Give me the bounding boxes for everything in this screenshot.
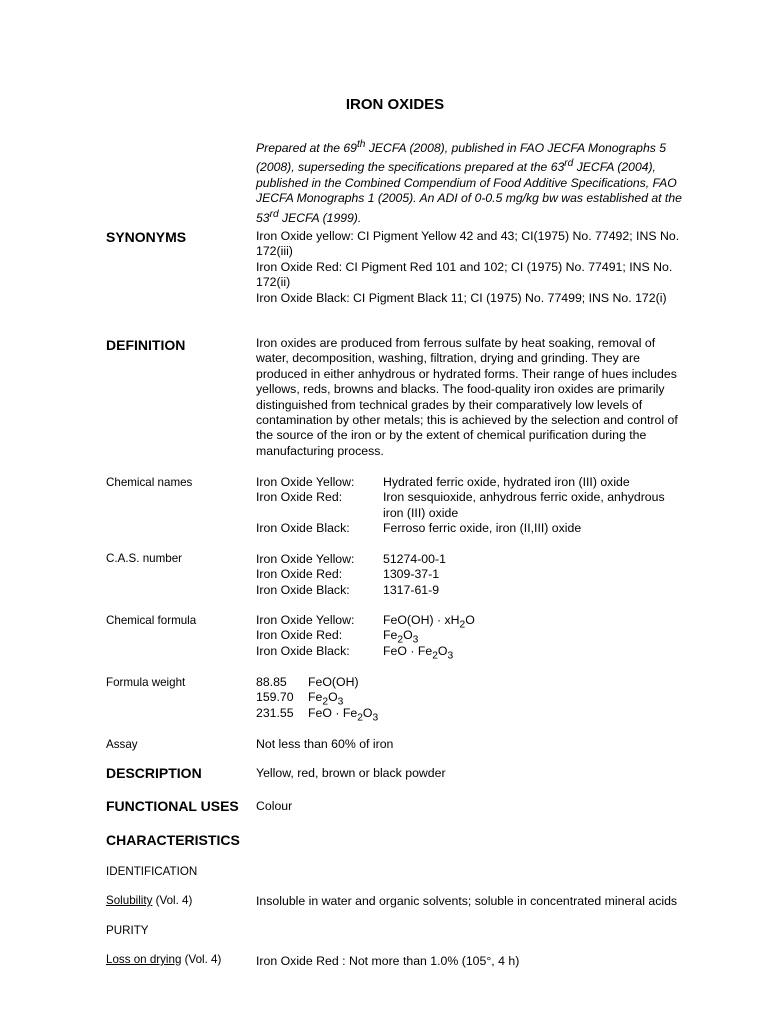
solubility-label: Solubility (Vol. 4): [106, 894, 193, 907]
synonym-black: Iron Oxide Black: CI Pigment Black 11; CI (1975) No. 77499; INS No. 172(i): [256, 290, 667, 305]
chemical-name-key: Iron Oxide Black:: [256, 521, 350, 536]
chemical-formula-label: Chemical formula: [106, 614, 197, 627]
loss-on-drying-link: Loss on drying: [106, 953, 182, 966]
chemical-name-value: Hydrated ferric oxide, hydrated iron (III) oxide: [383, 475, 630, 489]
characteristics-heading: CHARACTERISTICS: [106, 832, 240, 848]
chemical-formula-list: [256, 613, 686, 662]
formula-weight-label: Formula weight: [106, 676, 186, 689]
cas-number-label: C.A.S. number: [106, 552, 183, 565]
chemical-name-key: Iron Oxide Red:: [256, 490, 343, 505]
formula-value: $Fe_2O_3$: [383, 628, 419, 646]
solubility-text: Insoluble in water and organic solvents; soluble in concentrated mineral acids: [256, 894, 678, 908]
functional-uses-text: Colour: [256, 799, 293, 813]
document-title: IRON OXIDES: [345, 96, 445, 113]
synonyms-section: [256, 229, 686, 306]
formula-key: Iron Oxide Yellow:: [256, 613, 355, 627]
functional-uses-heading: FUNCTIONAL USES: [106, 798, 239, 814]
weight-formula: FeO · $Fe_2O_3$: [308, 705, 379, 724]
chemical-name-value: Iron sesquioxide, anhydrous ferric oxide, anhydrous iron (III) oxide: [383, 490, 665, 520]
weight-formula: FeO(OH): [308, 675, 359, 689]
formula-value: FeO · $Fe_2O_3$: [383, 643, 454, 662]
chemical-names-label: Chemical names: [106, 476, 193, 489]
synonym-red: Iron Oxide Red: CI Pigment Red 101 and 102; CI (1975) No. 77491; INS No. 172(ii): [256, 259, 673, 290]
weight-value: 88.85: [256, 675, 287, 689]
formula-key: Iron Oxide Red:: [256, 628, 343, 643]
identification-label: IDENTIFICATION: [106, 865, 198, 878]
synonyms-heading: SYNONYMS: [106, 229, 187, 245]
cas-key: Iron Oxide Yellow:: [256, 552, 355, 566]
description-text: Yellow, red, brown or black powder: [256, 766, 446, 780]
preparation-note: Prepared at the 69th JECFA (2008), published in FAO JECFA Monographs 5 (2008), superseding the specifications prepared at the 63rd JECFA (2004), published in the Combined Compendium of Food Additive Specifications, FAO JECFA Monographs 1 (2005). An ADI of 0-0.5 mg/kg bw was established at the 53rd JECFA (1999).: [256, 139, 682, 225]
formula-key: Iron Oxide Black:: [256, 643, 350, 658]
chemical-name-key: Iron Oxide Yellow:: [256, 475, 355, 489]
weight-value: 159.70: [256, 690, 294, 705]
formula-weight-list: [256, 675, 686, 724]
purity-label: PURITY: [106, 924, 149, 937]
formula-value: $FeO(OH) \cdot xH_2O$: [383, 613, 475, 631]
chemical-names-list: [256, 475, 686, 537]
solubility-link: Solubility: [106, 894, 153, 907]
cas-number-list: [256, 552, 686, 598]
assay-text: Not less than 60% of iron: [256, 737, 394, 751]
definition-text: Iron oxides are produced from ferrous sulfate by heat soaking, removal of water, decomposition, washing, filtration, drying and grinding. They are produced in either anhydrous or hydrated forms. Their range of hues includes yellows, reds, browns and blacks. The food-quality iron oxides are primarily distinguished from technical grades by their comparatively low levels of contamination by other metals; this is achieved by the selection and control of the source of the iron or by the extent of chemical purification during the manufacturing process.: [256, 336, 678, 458]
description-heading: DESCRIPTION: [106, 765, 202, 781]
cas-key: Iron Oxide Black:: [256, 582, 350, 597]
synonym-yellow: Iron Oxide yellow: CI Pigment Yellow 42 and 43; CI(1975) No. 77492; INS No. 172(iii): [256, 229, 680, 259]
weight-value: 231.55: [256, 705, 294, 720]
assay-label: Assay: [106, 738, 138, 751]
cas-key: Iron Oxide Red:: [256, 567, 343, 582]
chemical-name-value: Ferroso ferric oxide, iron (II,III) oxide: [383, 521, 582, 536]
cas-value: 51274-00-1: [383, 552, 446, 566]
loss-on-drying-label: Loss on drying (Vol. 4): [106, 953, 222, 966]
loss-on-drying-text: Iron Oxide Red : Not more than 1.0% (105°, 4 h): [256, 954, 520, 968]
cas-value: 1317-61-9: [383, 582, 440, 597]
definition-heading: DEFINITION: [106, 337, 186, 353]
cas-value: 1309-37-1: [383, 567, 440, 582]
weight-formula: $Fe_2O_3$: [308, 690, 344, 708]
